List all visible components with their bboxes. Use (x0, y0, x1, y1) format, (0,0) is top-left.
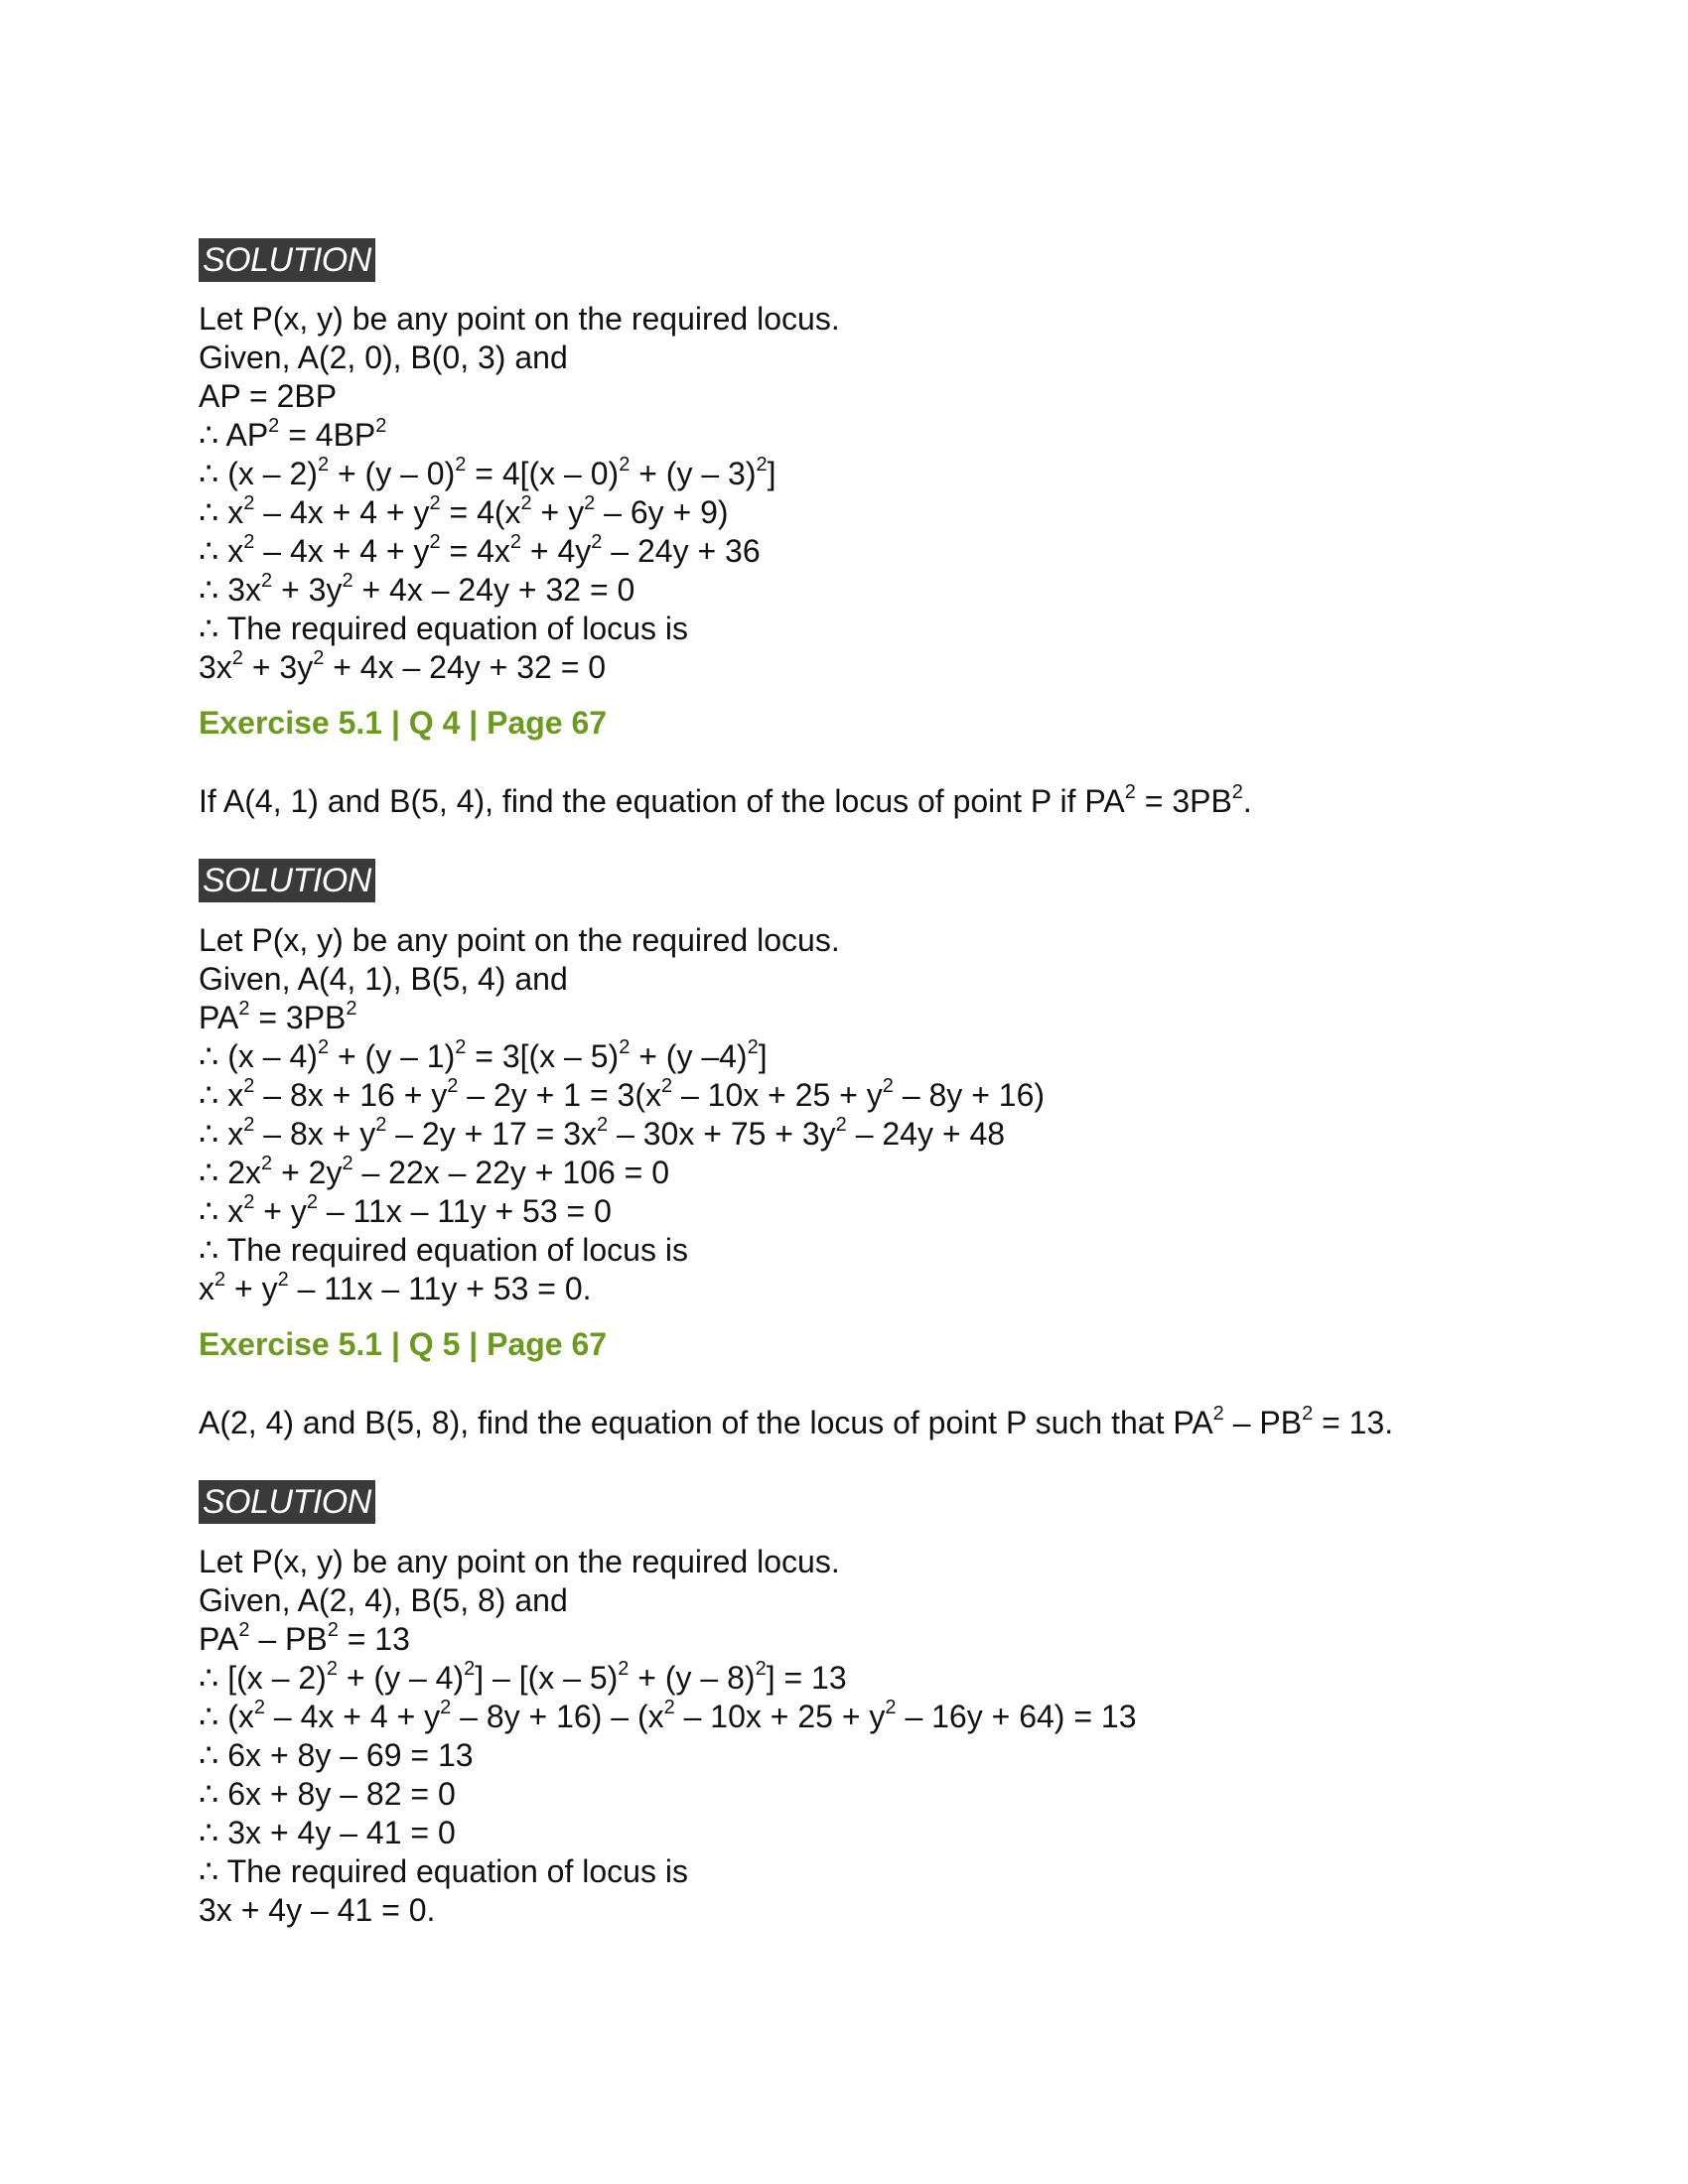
solution-line: Let P(x, y) be any point on the required locus. (199, 1544, 840, 1579)
solution-line: ∴ The required equation of locus is (199, 1853, 688, 1889)
solution-line: ∴ $x^2 - 8x + 16 + y^2 - 2y + 1 = 3(x^2 - 10x + 25 + y^2 - 8y + 16)$ (199, 1075, 1046, 1113)
solution-line: ∴ $x^2 - 4x + 4 + y^2 = 4(x^2 + y^2 - 6y + 9)$ (199, 492, 729, 530)
solution-label: SOLUTION (199, 238, 375, 282)
solution-label: SOLUTION (199, 1480, 375, 1524)
solution-line: $x^2 + y^2 - 11x - 11y + 53 = 0$. (199, 1269, 592, 1306)
solution-line: ∴ 6x + 8y – 82 = 0 (199, 1776, 456, 1812)
exercise-heading-q4: Exercise 5.1 | Q 4 | Page 67 (199, 705, 608, 741)
solution-steps-1 (199, 300, 1589, 687)
solution-block-2 (199, 859, 1589, 902)
solution-line: Given, A(2, 0), B(0, 3) and (199, 340, 568, 375)
solution-line: $PA^2 - PB^2 = 13$ (199, 1619, 410, 1657)
solution-line: $PA^2 = 3PB^2$ (199, 998, 357, 1035)
solution-line: $3x^2 + 3y^2 + 4x - 24y + 32 = 0$ (199, 647, 607, 685)
solution-line: ∴ $2x^2 + 2y^2 - 22x - 22y + 106 = 0$ (199, 1153, 670, 1190)
solution-line: ∴ $3x^2 + 3y^2 + 4x - 24y + 32 = 0$ (199, 570, 635, 608)
solution-line: ∴ The required equation of locus is (199, 1232, 688, 1268)
solution-line: ∴ (x – 2)$^2$ + (y – 0)$^2$ = 4[(x – 0)$^2$ + (y – 3)$^2$] (199, 454, 776, 491)
solution-line: Let P(x, y) be any point on the required locus. (199, 301, 840, 337)
solution-line: ∴ 3x + 4y – 41 = 0 (199, 1815, 456, 1850)
question-q5: A(2, 4) and B(5, 8), find the equation of the locus of point P such that $PA^2 - PB^2 = 13$. (199, 1403, 1394, 1440)
solution-line: Given, A(2, 4), B(5, 8) and (199, 1582, 568, 1618)
solution-steps-2 (199, 921, 1589, 1308)
exercise-heading-q5: Exercise 5.1 | Q 5 | Page 67 (199, 1326, 608, 1362)
question-q4: If A(4, 1) and B(5, 4), find the equation of the locus of point P if $PA^2 = 3PB^2$. (199, 781, 1252, 819)
solution-line: Given, A(4, 1), B(5, 4) and (199, 961, 568, 997)
solution-line: ∴ [(x – 2)$^2$ + (y – 4)$^2$] – [(x – 5)$^2$ + (y – 8)$^2$] = 13 (199, 1658, 847, 1696)
solution-line: Let P(x, y) be any point on the required locus. (199, 922, 840, 958)
solution-line: ∴ $x^2 + y^2 - 11x - 11y + 53 = 0$ (199, 1191, 612, 1229)
solution-block-3 (199, 1480, 1589, 1524)
solution-line: ∴ (x – 4)$^2$ + (y – 1)$^2$ = 3[(x – 5)$^2$ + (y –4)$^2$] (199, 1036, 768, 1074)
solution-line: ∴ $x^2 - 4x + 4 + y^2 = 4x^2 + 4y^2 - 24y + 36$ (199, 531, 761, 569)
solution-steps-3 (199, 1543, 1589, 1930)
solution-line: 3x + 4y – 41 = 0. (199, 1892, 436, 1928)
solution-line: ∴ $(x^2 - 4x + 4 + y^2 - 8y + 16) - (x^2 - 10x + 25 + y^2 - 16y + 64) = 13$ (199, 1697, 1137, 1734)
solution-line: ∴ 6x + 8y – 69 = 13 (199, 1737, 474, 1773)
solution-line: ∴ $x^2 - 8x + y^2 - 2y + 17 = 3x^2 - 30x + 75 + 3y^2 - 24y + 48$ (199, 1114, 1006, 1152)
solution-block-1 (199, 238, 1589, 282)
solution-label: SOLUTION (199, 859, 375, 902)
solution-line: AP = 2BP (199, 378, 338, 414)
solution-line: ∴ The required equation of locus is (199, 611, 688, 646)
solution-line: ∴ $AP^2 = 4BP^2$ (199, 415, 387, 453)
